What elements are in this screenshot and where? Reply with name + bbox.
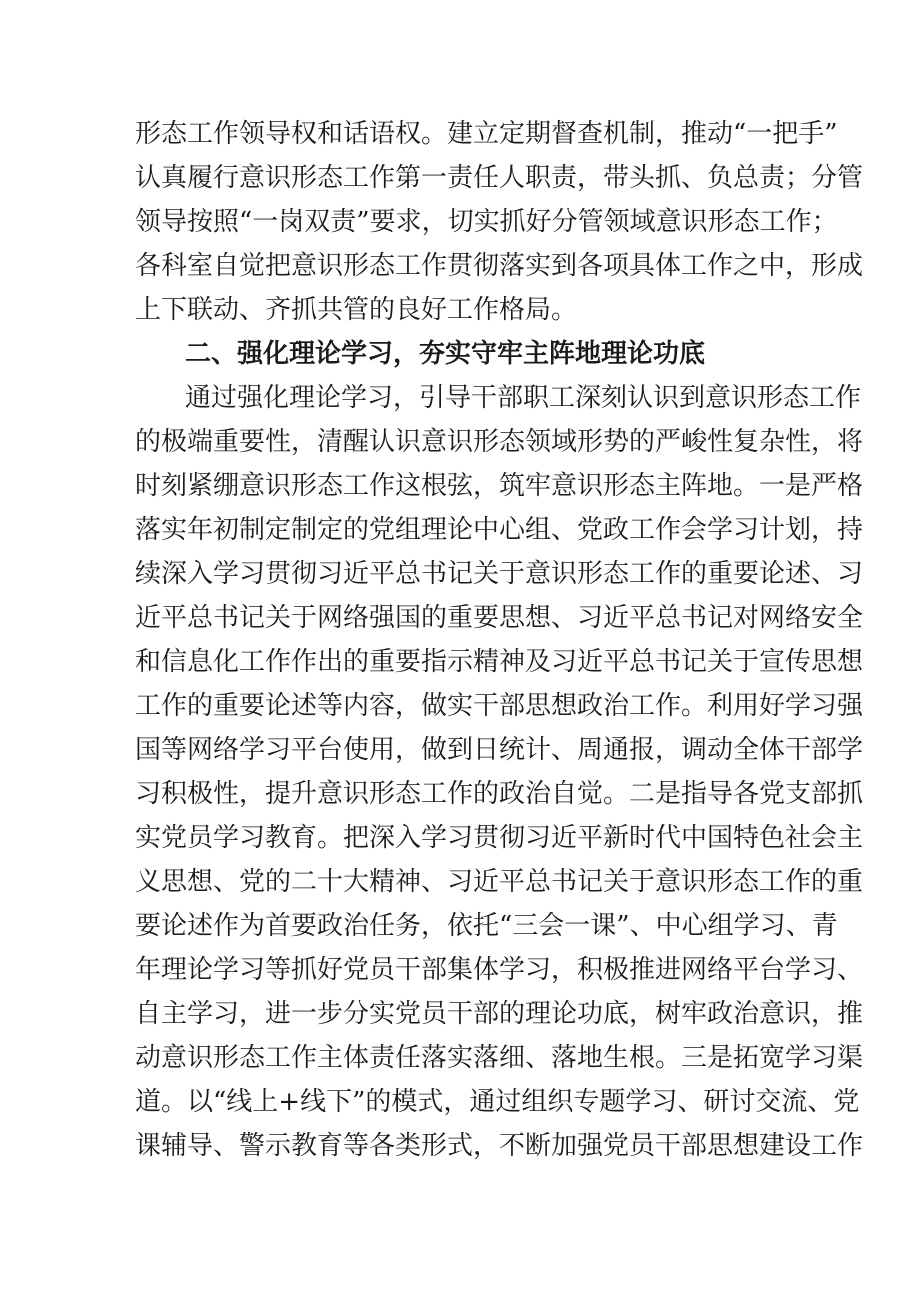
- paragraph-line: 道。以“线上+线下”的模式，通过组织专题学习、研讨交流、党: [135, 1087, 860, 1117]
- paragraph-line: 时刻紧绷意识形态工作这根弦，筑牢意识形态主阵地。一是严格: [135, 471, 864, 501]
- paragraph-line: 形态工作领导权和话语权。建立定期督查机制，推动“一把手”: [135, 119, 838, 149]
- paragraph-line: 习积极性，提升意识形态工作的政治自觉。二是指导各党支部抓: [135, 779, 864, 809]
- paragraph-line: 国等网络学习平台使用，做到日统计、周通报，调动全体干部学: [135, 735, 864, 765]
- paragraph-line: 实党员学习教育。把深入学习贯彻习近平新时代中国特色社会主: [135, 823, 864, 853]
- paragraph-line: 自主学习，进一步分实党员干部的理论功底，树牢政治意识，推: [135, 999, 864, 1029]
- paragraph-line: 上下联动、齐抓共管的良好工作格局。: [135, 295, 578, 325]
- paragraph-line: 动意识形态工作主体责任落实落细、落地生根。三是拓宽学习渠: [135, 1043, 864, 1073]
- paragraph-line: 领导按照“一岗双责”要求，切实抓好分管领域意识形态工作；: [135, 207, 838, 237]
- paragraph-line: 通过强化理论学习，引导干部职工深刻认识到意识形态工作: [185, 383, 862, 413]
- paragraph-line: 的极端重要性，清醒认识意识形态领域形势的严峻性复杂性，将: [135, 427, 864, 457]
- paragraph-line: 工作的重要论述等内容，做实干部思想政治工作。利用好学习强: [135, 691, 864, 721]
- paragraph-line: 课辅导、警示教育等各类形式，不断加强党员干部思想建设工作: [135, 1131, 864, 1161]
- paragraph-line: 落实年初制定制定的党组理论中心组、党政工作会学习计划，持: [135, 515, 864, 545]
- paragraph-line: 义思想、党的二十大精神、习近平总书记关于意识形态工作的重: [135, 867, 864, 897]
- paragraph-line: 和信息化工作作出的重要指示精神及习近平总书记关于宣传思想: [135, 647, 864, 677]
- paragraph-line: 各科室自觉把意识形态工作贯彻落实到各项具体工作之中，形成: [135, 251, 864, 281]
- paragraph-line: 认真履行意识形态工作第一责任人职责，带头抓、负总责；分管: [135, 163, 864, 193]
- paragraph-line: 年理论学习等抓好党员干部集体学习，积极推进网络平台学习、: [135, 955, 864, 985]
- section-heading: 二、强化理论学习，夯实守牢主阵地理论功底: [185, 339, 706, 369]
- paragraph-line: 续深入学习贯彻习近平总书记关于意识形态工作的重要论述、习: [135, 559, 864, 589]
- paragraph-line: 要论述作为首要政治任务，依托“三会一课”、中心组学习、青: [135, 911, 838, 941]
- paragraph-line: 近平总书记关于网络强国的重要思想、习近平总书记对网络安全: [135, 603, 864, 633]
